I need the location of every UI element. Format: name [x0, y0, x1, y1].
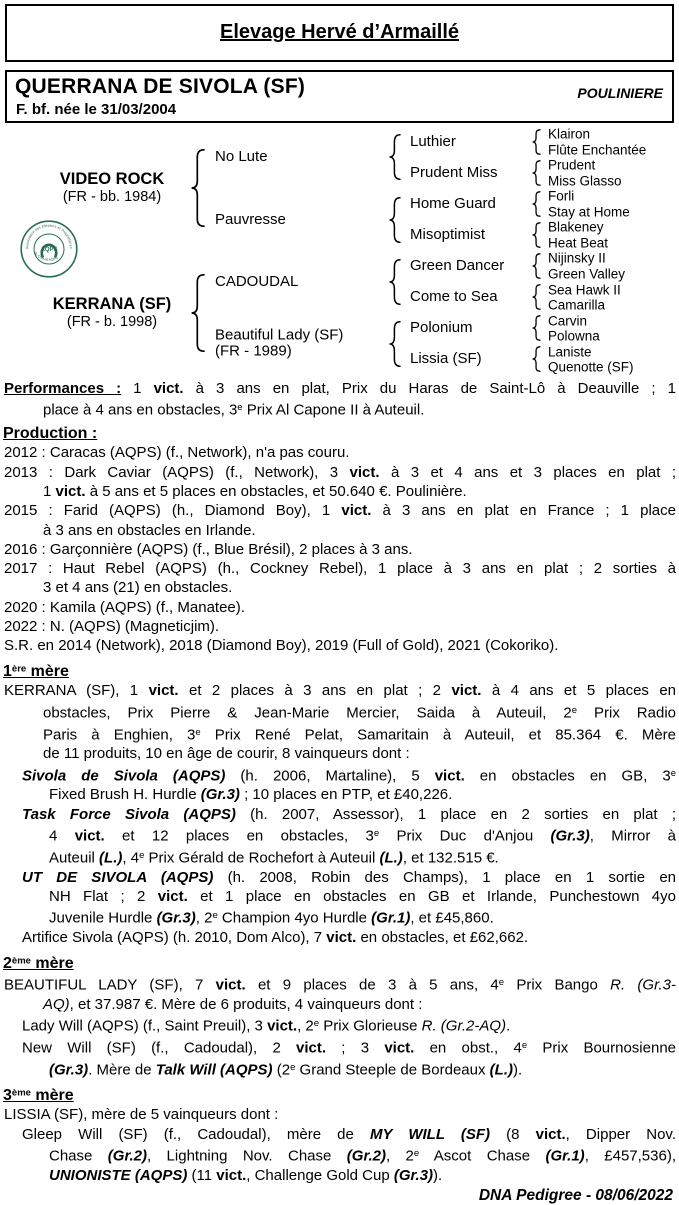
ancestor-gen2: Beautiful Lady (SF) (FR - 1989): [215, 326, 344, 360]
ancestor-gen3: Misoptimist: [410, 225, 486, 243]
tree-brace: [191, 149, 205, 227]
ancestor-gen4: Miss Glasso: [548, 173, 622, 189]
ancestor-gen4: Blakeney: [548, 219, 604, 235]
horse-birth-info: F. bf. née le 31/03/2004: [16, 101, 177, 118]
status-badge: POULINIERE: [577, 85, 663, 101]
pedigree-text: [0, 375, 679, 1185]
ancestor-gen3: Prudent Miss: [410, 163, 498, 181]
tree-brace: [532, 191, 541, 217]
ancestor-gen3: Lissia (SF): [410, 350, 482, 368]
production-entry: S.R. en 2014 (Network), 2018 (Diamond Boy), 2019 (Full of Gold), 2021 (Cokoriko).: [4, 637, 559, 655]
ancestor-gen4: Stay at Home: [548, 204, 630, 220]
logo-ring-text-bottom: du Cheval AQPS: [33, 250, 59, 262]
mere-1-heading: 1ère mère: [3, 663, 69, 681]
ancestor-gen1: KERRANA (SF) (FR - b. 1998): [52, 294, 172, 330]
mere-2-entry: New Will (SF) (f., Cadoudal), 2 vict. ; 3 vict. en obst., 4e Prix Bournosienne (Gr.3). Mère de Talk Will (AQPS) (2e Grand Steeple de Bordeaux (L.)).: [22, 1039, 677, 1079]
production-entry: 2020 : Kamila (AQPS) (f., Manatee).: [4, 598, 245, 616]
mere-3-entry: LISSIA (SF), mère de 5 vainqueurs dont :: [4, 1106, 279, 1124]
logo-aqps-text: AQPS: [40, 247, 58, 253]
document-footer: DNA Pedigree - 08/06/2022: [478, 1187, 673, 1205]
production-entry: 2016 : Garçonnière (AQPS) (f., Blue Brésil), 2 places à 3 ans.: [4, 540, 413, 558]
ancestor-gen2: No Lute: [215, 148, 268, 166]
tree-brace: [532, 253, 541, 279]
ancestor-gen3: Home Guard: [410, 194, 496, 212]
production-entry: 2012 : Caracas (AQPS) (f., Network), n'a pas couru.: [4, 444, 350, 462]
production-entry: 2022 : N. (AQPS) (Magneticjim).: [4, 618, 220, 636]
production-entry: 2017 : Haut Rebel (AQPS) (h., Cockney Rebel), 1 place à 3 ans en plat ; 2 sorties à 3 et 4 ans (21) en obstacles.: [4, 560, 676, 597]
horse-name: QUERRANA DE SIVOLA (SF): [15, 75, 306, 98]
mere-1-entry: Sivola de Sivola (AQPS) (h. 2006, Martaline), 5 vict. en obstacles en GB, 3e Fixed Brush H. Hurdle (Gr.3) ; 10 places en PTP, et £40,226.: [22, 767, 677, 804]
ancestor-gen4: Heat Beat: [548, 235, 609, 251]
tree-brace: [532, 222, 541, 248]
tree-brace: [389, 134, 401, 180]
ancestor-gen2: CADOUDAL: [215, 272, 299, 290]
tree-brace: [532, 346, 541, 372]
aqps-logo: [20, 220, 78, 278]
logo-ring-text-top: Association des Eleveurs et Propriétaires: [25, 223, 73, 250]
ancestor-gen4: Quenotte (SF): [548, 359, 634, 375]
mere-3-heading: 3ème mère: [3, 1087, 74, 1105]
ancestor-gen1: VIDEO ROCK (FR - bb. 1984): [59, 170, 165, 206]
tree-brace: [389, 197, 401, 243]
tree-brace: [532, 315, 541, 341]
production-entry: 2015 : Farid (AQPS) (h., Diamond Boy), 1 vict. à 3 ans en plat en France ; 1 place à 3 ans en obstacles en Irlande.: [4, 502, 676, 539]
tree-brace: [532, 284, 541, 310]
ancestor-gen4: Carvin: [548, 313, 588, 329]
mere-3-entry: Gleep Will (SF) (f., Cadoudal), mère de MY WILL (SF) (8 vict., Dipper Nov. Chase (Gr.2), Lightning Nov. Chase (Gr.2), 2e Ascot Chase (Gr.1), £457,536), UNIONISTE (AQPS) (11 vict., Challenge Gold Cup (Gr.3)).: [22, 1125, 676, 1184]
performances-entry: Performances : 1 vict. à 3 ans en plat, Prix du Haras de Saint-Lô à Deauville ; 1 place à 4 ans en obstacles, 3e Prix Al Capone II à Auteuil.: [4, 380, 676, 419]
tree-brace: [532, 129, 541, 155]
ancestor-gen3: Come to Sea: [410, 288, 498, 306]
ancestor-gen3: Polonium: [410, 319, 473, 337]
mere-2-entry: BEAUTIFUL LADY (SF), 7 vict. et 9 places de 3 à 5 ans, 4e Prix Bango R. (Gr.3- AQ), et 37.987 €. Mère de 6 produits, 4 vainqueurs dont :: [4, 976, 677, 1013]
ancestor-gen3: Green Dancer: [410, 256, 505, 274]
ancestor-gen4: Polowna: [548, 328, 600, 344]
pedigree-document: [0, 4, 679, 1205]
ancestor-gen4: Prudent: [548, 157, 596, 173]
horse-title-box: [5, 70, 674, 123]
ancestor-gen4: Klairon: [548, 126, 591, 142]
mere-1-entry: KERRANA (SF), 1 vict. et 2 places à 3 ans en plat ; 2 vict. à 4 ans et 5 places en obstacles, Prix Pierre & Jean-Marie Mercier, Saida à Auteuil, 2e Prix Radio Paris à Enghien, 3e Prix René Pelat, Samaritain à Auteuil, et 85.364 €. Mère de 11 produits, 10 en âge de courir, 8 vainqueurs dont :: [4, 682, 677, 763]
ancestor-gen4: Nijinsky II: [548, 250, 606, 266]
pedigree-tree: [0, 123, 679, 375]
mere-1-entry: Task Force Sivola (AQPS) (h. 2007, Assessor), 1 place en 2 sorties en plat ; 4 vict. et 12 places en obstacles, 3e Prix Duc d'Anjou (Gr.3), Mirror à Auteuil (L.), 4e Prix Gérald de Rochefort à Auteuil (L.), et 132.515 €.: [22, 805, 677, 867]
mere-1-entry: Artifice Sivola (AQPS) (h. 2010, Dom Alco), 7 vict. en obstacles, et £62,662.: [22, 929, 529, 947]
mere-2-heading: 2ème mère: [3, 954, 74, 972]
tree-brace: [532, 160, 541, 186]
breeder-header-box: [5, 4, 674, 62]
ancestor-gen2: Pauvresse: [215, 210, 286, 228]
production-entry: 2013 : Dark Caviar (AQPS) (f., Network), 3 vict. à 3 et 4 ans et 3 places en plat ; 1 vict. à 5 ans et 5 places en obstacles, et 50.640 €. Poulinière.: [4, 463, 677, 500]
breeder-name: Elevage Hervé d’Armaillé: [219, 21, 459, 43]
mere-2-entry: Lady Will (AQPS) (f., Saint Preuil), 3 vict., 2e Prix Glorieuse R. (Gr.2-AQ).: [22, 1017, 511, 1035]
ancestor-gen3: Luthier: [410, 132, 456, 150]
mere-1-entry: UT DE SIVOLA (AQPS) (h. 2008, Robin des Champs), 1 place en 1 sortie en NH Flat ; 2 vict. et 1 place en obstacles en GB et Irlande, Punchestown 4yo Juvenile Hurdle (Gr.3), 2e Champion 4yo Hurdle (Gr.1), et £45,860.: [22, 868, 676, 927]
ancestor-gen4: Laniste: [548, 344, 592, 360]
ancestor-gen4: Camarilla: [548, 297, 606, 313]
production-heading: Production :: [3, 425, 98, 443]
tree-brace: [389, 259, 401, 305]
tree-brace: [389, 321, 401, 367]
ancestor-gen4: Sea Hawk II: [548, 282, 621, 297]
ancestor-gen4: Flûte Enchantée: [548, 142, 647, 158]
ancestor-gen4: Green Valley: [548, 266, 626, 282]
tree-brace: [191, 274, 205, 352]
ancestor-gen4: Forli: [548, 188, 575, 204]
